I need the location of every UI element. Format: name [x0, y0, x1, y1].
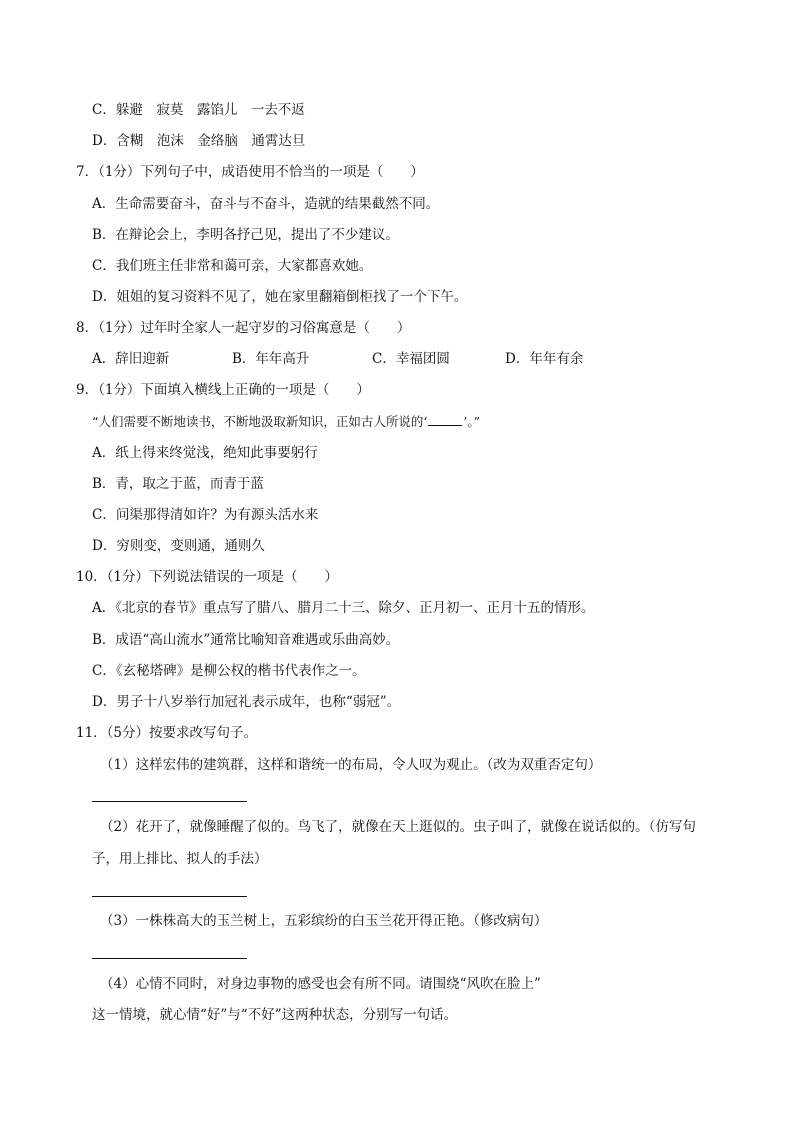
q10-option-b: B．成语“高山流水”通常比喻知音难遇或乐曲高妙。	[92, 632, 400, 648]
q9-option-b: B．青，取之于蓝，而青于蓝	[92, 476, 264, 492]
q9-quote-after: ’。”	[463, 414, 480, 429]
q8-stem: 8．（1分）过年时全家人一起守岁的习俗寓意是（ ）	[76, 320, 411, 336]
q8-option-d: D．年年有余	[505, 351, 584, 367]
q11-part4-line2: 这一情境，就心情“好”与“不好”这两种状态，分别写一句话。	[92, 1007, 458, 1023]
q10-option-a: A．《北京的春节》重点写了腊八、腊月二十三、除夕、正月初一、正月十五的情形。	[92, 600, 595, 616]
q6-option-d: D．含糊 泡沫 金络脑 通霄达旦	[92, 133, 306, 149]
q9-quote	[92, 411, 480, 432]
q11-part2-line2: 子，用上排比、拟人的手法）	[92, 851, 268, 867]
q7-option-d: D．姐姐的复习资料不见了，她在家里翻箱倒柜找了一个下午。	[92, 289, 468, 305]
q6-option-c: C．躲避 寂莫 露馅儿 一去不返	[92, 102, 305, 118]
q9-blank	[428, 411, 462, 426]
q11-part1-answer-line[interactable]	[92, 801, 247, 802]
q7-stem: 7．（1分）下列句子中，成语使用不恰当的一项是（ ）	[76, 164, 424, 180]
q10-stem: 10．（1分）下列说法错误的一项是（ ）	[76, 569, 339, 585]
q10-option-d: D．男子十八岁举行加冠礼表示成年，也称“弱冠”。	[92, 694, 401, 710]
q10-option-c: C．《玄秘塔碑》是柳公权的楷书代表作之一。	[92, 663, 366, 679]
q8-options	[92, 349, 652, 369]
q11-stem: 11．（5分）按要求改写句子。	[76, 725, 258, 741]
q8-option-b: B．年年高升	[232, 351, 310, 367]
q11-part1: （1）这样宏伟的建筑群，这样和谐统一的布局，令人叹为观止。（改为双重否定句）	[100, 757, 602, 773]
q7-option-b: B．在辩论会上，李明各抒己见，提出了不少建议。	[92, 227, 399, 243]
q11-part2-answer-line[interactable]	[92, 896, 247, 897]
q11-part3: （3）一株株高大的玉兰树上，五彩缤纷的白玉兰花开得正艳。（修改病句）	[100, 913, 548, 929]
q9-quote-before: “人们需要不断地读书，不断地汲取新知识，正如古人所说的‘	[92, 414, 428, 429]
q9-option-d: D．穷则变，变则通，通则久	[92, 538, 265, 554]
q8-option-a: A．辞旧迎新	[92, 351, 170, 367]
q11-part4-line1: （4）心情不同时，对身边事物的感受也会有所不同。请围绕“风吹在脸上”	[100, 976, 541, 992]
q7-option-c: C．我们班主任非常和蔼可亲，大家都喜欢她。	[92, 258, 373, 274]
q11-part3-answer-line[interactable]	[92, 958, 247, 959]
q9-stem: 9．（1分）下面填入横线上正确的一项是（ ）	[76, 382, 370, 398]
q9-option-a: A．纸上得来终觉浅，绝知此事要躬行	[92, 445, 318, 461]
q8-option-c: C．幸福团圆	[372, 351, 450, 367]
q9-option-c: C．问渠那得清如许？为有源头活水来	[92, 507, 319, 523]
q11-part2-line1: （2）花开了，就像睡醒了似的。鸟飞了，就像在天上逛似的。虫子叫了，就像在说话似的。（仿写句	[100, 819, 696, 835]
q7-option-a: A．生命需要奋斗，奋斗与不奋斗，造就的结果截然不同。	[92, 196, 440, 212]
